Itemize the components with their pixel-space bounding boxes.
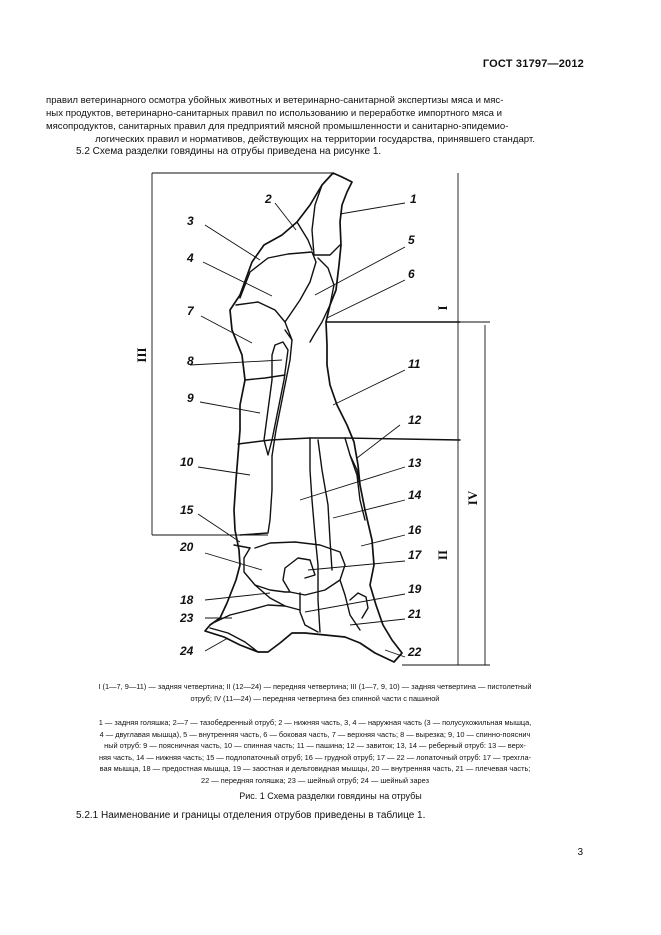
part-label-22: 22	[408, 645, 422, 659]
intro-line: ных продуктов, ветеринарно-санитарных правил по использованию и переработке импортного мяса и	[46, 107, 502, 119]
part-label-21: 21	[408, 607, 422, 621]
part-label-6: 6	[408, 267, 415, 281]
part-label-14: 14	[408, 488, 422, 502]
intro-line: мясопродуктов, санитарных правил для предприятий мясной промышленности и санитарно-эпидемио-	[46, 120, 509, 132]
legend-line: вая мышца, 18 — предостная мышца, 19 — заостная и дельтовидная мышцы, 20 — внутренняя часть, 21 — плечевая часть;	[99, 764, 531, 773]
part-label-20: 20	[180, 540, 194, 554]
part-label-24: 24	[180, 644, 194, 658]
part-label-13: 13	[408, 456, 422, 470]
cut-line-chuck-upper	[234, 545, 250, 548]
carcass-outline	[205, 173, 402, 662]
part-label-4: 4	[187, 251, 194, 265]
legend-line: 22 — передняя голяшка; 23 — шейный отруб; 24 — шейный зарез	[200, 775, 430, 785]
part-label-19: 19	[408, 582, 422, 596]
legend-line: ный отруб: 9 — поясничная часть, 10 — спинная часть; 11 — пашина; 12 — завиток; 13, 14 — реберный отруб: 13 — верх-	[104, 741, 526, 750]
cut-line-tenderloin	[264, 342, 288, 455]
dim-label-II: II	[435, 549, 450, 561]
dim-label-III: III	[134, 347, 149, 363]
cut-line-rib-upper	[310, 438, 320, 632]
part-label-10: 10	[180, 455, 194, 469]
part-label-11: 11	[408, 357, 421, 371]
legend-line: 1 — задняя голяшка; 2—7 — тазобедренный отруб; 2 — нижняя часть, 3, 4 — наружная часть (3 — полусухожильная мышца,	[98, 718, 532, 727]
part-label-17: 17	[408, 548, 422, 562]
part-label-9: 9	[187, 391, 194, 405]
part-label-23: 23	[180, 611, 194, 625]
part-label-12: 12	[408, 413, 422, 427]
part-label-5: 5	[408, 233, 415, 247]
cut-line-rib-lower	[318, 440, 332, 570]
part-label-2: 2	[265, 192, 272, 206]
page-number: 3	[577, 847, 583, 858]
legend-line: няя часть, 14 — нижняя часть; 15 — подлопаточный отруб; 16 — грудной отруб; 17 — 22 — лопаточный отруб: 17 — трехгла-	[98, 752, 532, 762]
section-5-2-text: 5.2 Схема разделки говядины на отрубы приведена на рисунке 1.	[76, 146, 382, 157]
figure-legend-parts	[46, 717, 584, 786]
figure-caption: Рис. 1 Схема разделки говядины на отрубы	[239, 791, 422, 801]
legend-line: I (1—7, 9—11) — задняя четвертина; II (12—24) — передняя четвертина; III (1—7, 9, 10) — задняя четвертина — пистолетный	[98, 682, 532, 691]
cut-line-outer-round	[236, 302, 292, 340]
cut-line-bottom-round	[297, 222, 312, 250]
intro-line: правил ветеринарного осмотра убойных животных и ветеринарно-санитарной экспертизы мяса и мяс-	[46, 95, 504, 106]
part-label-15: 15	[180, 503, 194, 517]
cut-line-shoulder-inner	[244, 548, 290, 592]
part-label-1: 1	[410, 192, 417, 206]
part-label-7: 7	[187, 304, 194, 318]
section-5-2-1-text: 5.2.1 Наименование и границы отделения отрубов приведены в таблице 1.	[76, 810, 426, 821]
cut-line-chuck-block	[240, 456, 272, 535]
part-label-3: 3	[187, 214, 194, 228]
cut-line-deltoid	[300, 593, 318, 632]
leader-lines	[190, 203, 405, 657]
part-label-8: 8	[187, 354, 194, 368]
part-label-16: 16	[408, 523, 422, 537]
dim-label-IV: IV	[465, 490, 480, 506]
cut-line-sirloin	[245, 375, 285, 380]
figure-legend-quarters	[46, 681, 584, 704]
document-header-standard: ГОСТ 31797—2012	[482, 58, 584, 70]
dim-label-I: I	[435, 305, 450, 311]
legend-line: отруб; IV (11—24) — передняя четвертина без спинной части с пашиной	[190, 693, 440, 703]
legend-line: 4 — двуглавая мышца), 5 — внутренняя часть, 6 — боковая часть, 7 — верхняя часть; 8 — вырезка; 9, 10 — спинно-пояснич	[99, 729, 531, 739]
intro-line: логических правил и нормативов, действующих на территории государства, принявшего стандарт.	[95, 133, 535, 145]
cut-line-fore-shank	[350, 593, 368, 618]
part-label-18: 18	[180, 593, 194, 607]
